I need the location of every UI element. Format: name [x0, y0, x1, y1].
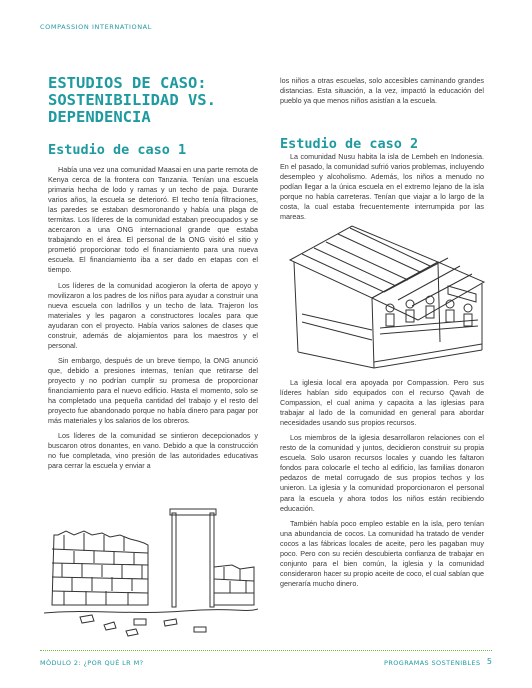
unfinished-school-illustration: [44, 505, 258, 645]
case-2-paragraph: También había poco empleo estable en la isla, pero tenían una abundancia de cocos. La comunidad ha tratado de vender cocos a las fábricas locales de aceite, pero les pagaban muy poco. Pero con su recién descubierta confianza de trabajar en conjunto para el bien común, la iglesia y la comunidad consideraron hacer su propio aceite de coco, el cual sabían que generaría mucho dinero.: [280, 518, 484, 588]
footer-divider: [40, 650, 492, 651]
case-1-body: [48, 165, 258, 471]
page-title: ESTUDIOS DE CASO: SOSTENIBILIDAD VS. DEPENDENCIA: [48, 74, 216, 126]
case-2-heading: Estudio de caso 2: [280, 136, 419, 152]
header-brand: COMPASSION INTERNATIONAL: [40, 23, 152, 31]
case-1-paragraph: Los líderes de la comunidad se sintieron decepcionados y buscaron otros donantes, en vano. Debido a que la construcción no fue completada, vino presión de las autoridades educativas para cerrar la escuela y enviar a: [48, 431, 258, 471]
case-2-paragraph: Los miembros de la iglesia desarrollaron relaciones con el resto de la comunidad y juntos, decidieron construir su propia escuela. Solo usaron recursos locales y cuando les faltaron fondos para colocarle el techo al edificio, las familias donaron pedazos de metal corrugado de sus propios techos y los unieron. La iglesia y la comunidad proporcionaron el personal para la escuela y ahora todos los niños están recibiendo educación.: [280, 433, 484, 513]
footer-section: PROGRAMAS SOSTENIBLES: [384, 659, 481, 667]
case-1-continuation: [280, 76, 484, 111]
classroom-hut-illustration: [288, 222, 488, 372]
case-1-paragraph: Sin embargo, después de un breve tiempo, la ONG anunció que, debido a presiones internas, tenían que retirarse del proyecto y no podrían cumplir su promesa de proporcionar financiamiento para el nuevo edificio. Hasta el momento, solo se ha completado una pequeña cantidad del trabajo y el resto del proyecto fue abandonado porque no había dinero para pagar por más materiales y los salarios de los obreros.: [48, 355, 258, 426]
case-2-paragraph: La comunidad Nusu habita la isla de Lembeh en Indonesia. En el pasado, la comunidad sufrió varios problemas, incluyendo desempleo y alcoholismo. Además, los niños a menudo no podían llegar a la única escuela en el extremo lejano de la isla porque no había carreteras. Tenían que viajar a lo largo de la costa, la cual estaba frecuentemente interrumpida por las mareas.: [280, 152, 484, 222]
case-1-heading: Estudio de caso 1: [48, 142, 187, 158]
case-1-paragraph: Había una vez una comunidad Maasai en una parte remota de Kenya cerca de la frontera con Tanzania. Tenían una escuela primaria hecha de lodo y ramas y un techo de paja. Durante varios años, la escuela se deterioró. El techo tenía filtraciones, las paredes se estaban desmoronando y había una plaga de termitas. Los líderes de la comunidad estaban preocupados y se acercaron a una ONG internacional grande que estaba trabajando en el área. El personal de la ONG visitó el sitio y prometió proporcionar todo el financiamiento para una nueva escuela. El financiamiento iba a ser dado en etapas con el tiempo.: [48, 165, 258, 275]
continuation-paragraph: los niños a otras escuelas, solo accesibles caminando grandes distancias. Esta situación, a la vez, impactó la educación del pueblo ya que menos niños asistían a la escuela.: [280, 76, 484, 106]
page-number: 5: [486, 657, 492, 666]
case-study-1: [48, 142, 258, 476]
case-2-body: [280, 378, 484, 594]
case-2-paragraph: La iglesia local era apoyada por Compassion. Pero sus líderes habían sido equipados con el recurso Qavah de Compassion, el cual anima y capacita a las iglesias para trabajar al lado de la comunidad en general para abordar necesidades usando sus propios recursos.: [280, 378, 484, 428]
case-2-intro: [280, 152, 484, 227]
case-1-paragraph: Los líderes de la comunidad acogieron la oferta de apoyo y movilizaron a los padres de los niños para ayudar a construir una nueva escuela con ladrillos y un techo de lata. Trajeron los materiales y les pagaron a constructores locales para que ayudaran con el proyecto. Había varios salones de clases que construir, además de alojamientos para los maestros y el personal.: [48, 280, 258, 350]
footer-module: MÓDULO 2: ¿POR QUÉ LR M?: [40, 659, 144, 667]
